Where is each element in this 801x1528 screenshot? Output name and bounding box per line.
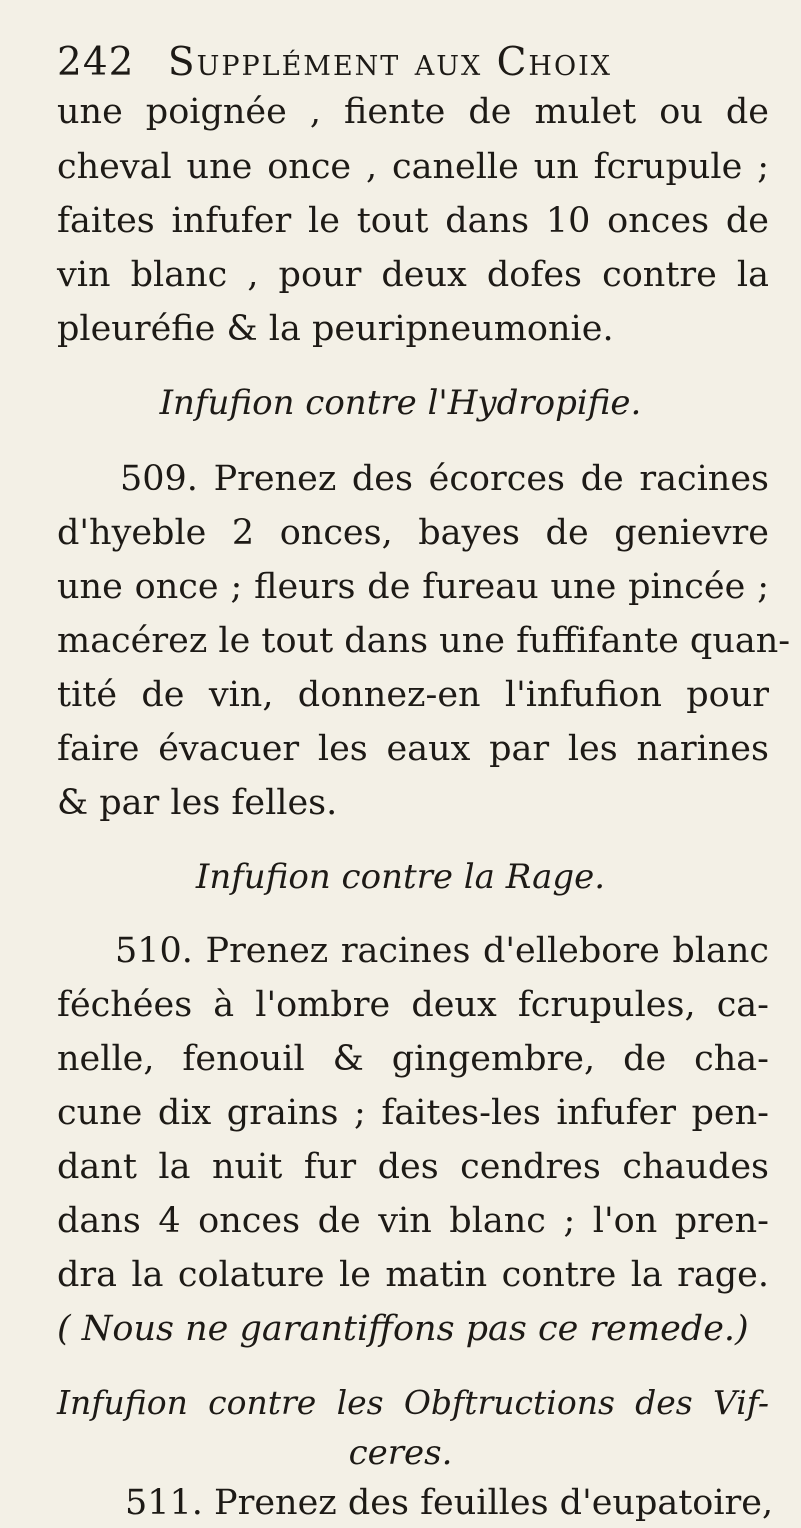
- text-line: cune dix grains ; faites-les infufer pen-: [57, 1093, 769, 1133]
- text-line: dant la nuit fur des cendres chaudes: [57, 1147, 769, 1187]
- page-number: 242: [57, 40, 135, 85]
- text-line: faire évacuer les eaux par les narines: [57, 729, 769, 769]
- section-heading: Infufion contre les Obftructions des Vif-: [57, 1383, 769, 1422]
- text-line: macérez le tout dans une fuffifante quan-: [57, 621, 791, 661]
- text-line: une poignée , fiente de mulet ou de: [57, 92, 769, 132]
- text-line: cheval une once , canelle un fcrupule ;: [57, 147, 769, 187]
- running-header: [57, 40, 757, 88]
- text-line: d'hyeble 2 onces, bayes de genievre: [57, 513, 769, 553]
- text-line: 511. Prenez des feuilles d'eupatoire,: [125, 1483, 774, 1523]
- text-line: vin blanc , pour deux dofes contre la: [57, 255, 769, 295]
- text-line: une once ; fleurs de fureau une pincée ;: [57, 567, 769, 607]
- text-line: dans 4 onces de vin blanc ; l'on pren-: [57, 1201, 769, 1241]
- text-line: faites infufer le tout dans 10 onces de: [57, 201, 769, 241]
- text-line: nelle, fenouil & gingembre, de cha-: [57, 1039, 769, 1079]
- text-line: pleuréfie & la peuripneumonie.: [57, 309, 614, 349]
- text-line: 510. Prenez racines d'ellebore blanc: [115, 931, 769, 971]
- running-title: Supplément aux Choix: [167, 40, 612, 85]
- text-line: féchées à l'ombre deux fcrupules, ca-: [57, 985, 769, 1025]
- text-line: dra la colature le matin contre la rage.: [57, 1255, 769, 1295]
- text-line: tité de vin, donnez-en l'infufion pour: [57, 675, 769, 715]
- section-heading: Infufion contre l'Hydropifie.: [159, 383, 642, 423]
- text-line: & par les felles.: [57, 783, 338, 823]
- section-heading-continued: ceres.: [348, 1433, 453, 1473]
- text-line: ( Nous ne garantiffons pas ce remede.): [57, 1309, 749, 1349]
- text-line: 509. Prenez des écorces de racines: [120, 459, 769, 499]
- section-heading: Infufion contre la Rage.: [195, 857, 606, 897]
